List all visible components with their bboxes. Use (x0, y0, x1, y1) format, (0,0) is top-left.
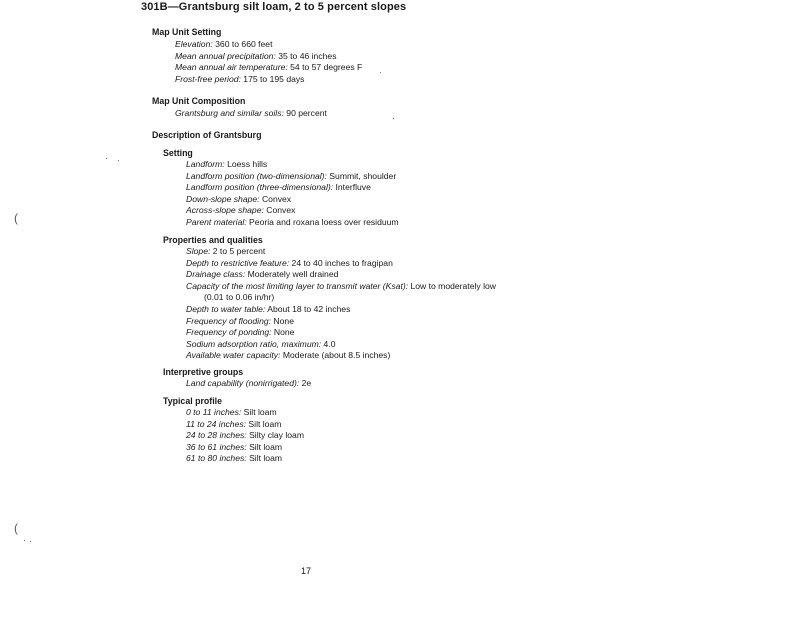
row-value: 54 to 57 degrees F (287, 62, 363, 73)
interpretive-item (186, 378, 311, 390)
row-label: Across-slope shape: (186, 205, 264, 216)
row-value: 2 to 5 percent (210, 246, 266, 256)
property-item (186, 246, 496, 258)
row-label: Sodium adsorption ratio, maximum: (186, 338, 322, 349)
setting-item (186, 205, 399, 217)
row-label: Landform position (three-dimensional): (186, 182, 334, 193)
setting-item (186, 159, 399, 171)
row-label: Landform: (186, 159, 225, 169)
row-value: None (271, 315, 294, 326)
row-label: Land capability (nonirrigated): (186, 378, 300, 388)
scan-speck (30, 541, 31, 542)
map-unit-setting-list (175, 39, 362, 85)
row-value: 24 to 40 inches to fragipan (289, 257, 393, 268)
row-label: Mean annual precipitation: (175, 50, 276, 61)
row-value: 2e (299, 378, 312, 388)
row-value: Silt loam (246, 418, 282, 429)
setting-item (186, 217, 399, 229)
profile-item (186, 419, 304, 431)
row-value: Moderate (about 8.5 inches) (280, 350, 391, 361)
map-unit-composition-list (175, 108, 327, 120)
property-item (186, 327, 496, 339)
setting-list (186, 159, 399, 229)
row-value: Peoria and roxana loess over residuum (246, 216, 399, 227)
row-label: Elevation: (175, 39, 213, 49)
row-value: 90 percent (283, 108, 327, 118)
row-value: (0.01 to 0.06 in/hr) (204, 292, 275, 303)
row-value: Silt loam (241, 407, 277, 417)
row-value: Convex (259, 193, 292, 204)
property-item (186, 304, 496, 316)
description-heading: Description of Grantsburg (152, 130, 262, 140)
map-unit-composition-heading: Map Unit Composition (152, 96, 246, 106)
row-label: 24 to 28 inches: (186, 430, 247, 441)
scan-speck (118, 160, 119, 161)
row-value: Silty clay loam (246, 430, 304, 441)
row-value: 35 to 46 inches (275, 50, 337, 61)
scan-speck (106, 158, 107, 159)
properties-list (186, 246, 496, 362)
row-label: Depth to restrictive feature: (186, 257, 290, 268)
profile-item (186, 407, 304, 419)
property-item-continuation (186, 292, 496, 304)
property-item (186, 316, 496, 328)
setting-row-elevation (175, 39, 362, 51)
row-value: Low to moderately low (408, 280, 496, 291)
interpretive-list (186, 378, 311, 390)
row-value: 4.0 (321, 338, 336, 349)
interpretive-heading: Interpretive groups (163, 367, 244, 377)
binding-hole-mark: ( (14, 521, 18, 535)
scan-speck (393, 118, 394, 119)
profile-item (186, 430, 304, 442)
row-label: 11 to 24 inches: (186, 418, 247, 429)
row-label: Frost-free period: (175, 73, 241, 84)
row-label: 61 to 80 inches: (186, 453, 247, 464)
row-label: Depth to water table: (186, 303, 266, 314)
scan-speck (380, 72, 381, 73)
typical-profile-list (186, 407, 304, 465)
property-item (186, 281, 496, 293)
setting-item (186, 194, 399, 206)
row-value: Silt loam (246, 441, 283, 452)
row-label: Available water capacity: (186, 350, 281, 361)
scan-speck (24, 540, 25, 541)
profile-item (186, 442, 304, 454)
typical-profile-heading: Typical profile (163, 396, 222, 406)
binding-hole-mark: ( (14, 211, 18, 225)
row-label: Parent material: (186, 216, 247, 227)
row-label: 36 to 61 inches: (186, 441, 247, 452)
row-label: Grantsburg and similar soils: (175, 108, 284, 118)
profile-item (186, 453, 304, 465)
properties-heading: Properties and qualities (163, 235, 263, 245)
row-label: Drainage class: (186, 269, 246, 280)
setting-item (186, 182, 399, 194)
property-item (186, 269, 496, 281)
row-label: Frequency of ponding: (186, 327, 272, 338)
row-value: Convex (263, 205, 296, 216)
setting-heading: Setting (163, 148, 193, 158)
row-label: Landform position (two-dimensional): (186, 170, 327, 181)
row-value: Moderately well drained (245, 269, 339, 280)
row-value: Silt loam (246, 453, 283, 464)
setting-row-air-temperature (175, 62, 362, 74)
property-item (186, 350, 496, 362)
row-label: Down-slope shape: (186, 193, 260, 204)
row-value: None (271, 327, 295, 338)
row-value: Interfluve (333, 182, 371, 193)
page-number: 17 (301, 566, 312, 576)
row-label: 0 to 11 inches: (186, 407, 242, 417)
page-title: 301B—Grantsburg silt loam, 2 to 5 percent slopes (141, 1, 407, 13)
row-label: Mean annual air temperature: (175, 62, 288, 73)
row-label: Frequency of flooding: (186, 315, 272, 326)
row-value: 175 to 195 days (240, 73, 305, 84)
row-value: Summit, shoulder (326, 170, 397, 181)
setting-row-frost-free (175, 74, 362, 86)
row-label: Capacity of the most limiting layer to transmit water (Ksat): (186, 280, 409, 291)
row-value: About 18 to 42 inches (265, 303, 351, 314)
setting-row-precipitation (175, 51, 362, 63)
row-label: Slope: (186, 246, 211, 256)
row-value: Loess hills (224, 159, 268, 169)
setting-item (186, 171, 399, 183)
property-item (186, 258, 496, 270)
map-unit-setting-heading: Map Unit Setting (152, 27, 222, 37)
property-item (186, 339, 496, 351)
composition-row (175, 108, 327, 120)
row-value: 360 to 660 feet (212, 39, 273, 49)
